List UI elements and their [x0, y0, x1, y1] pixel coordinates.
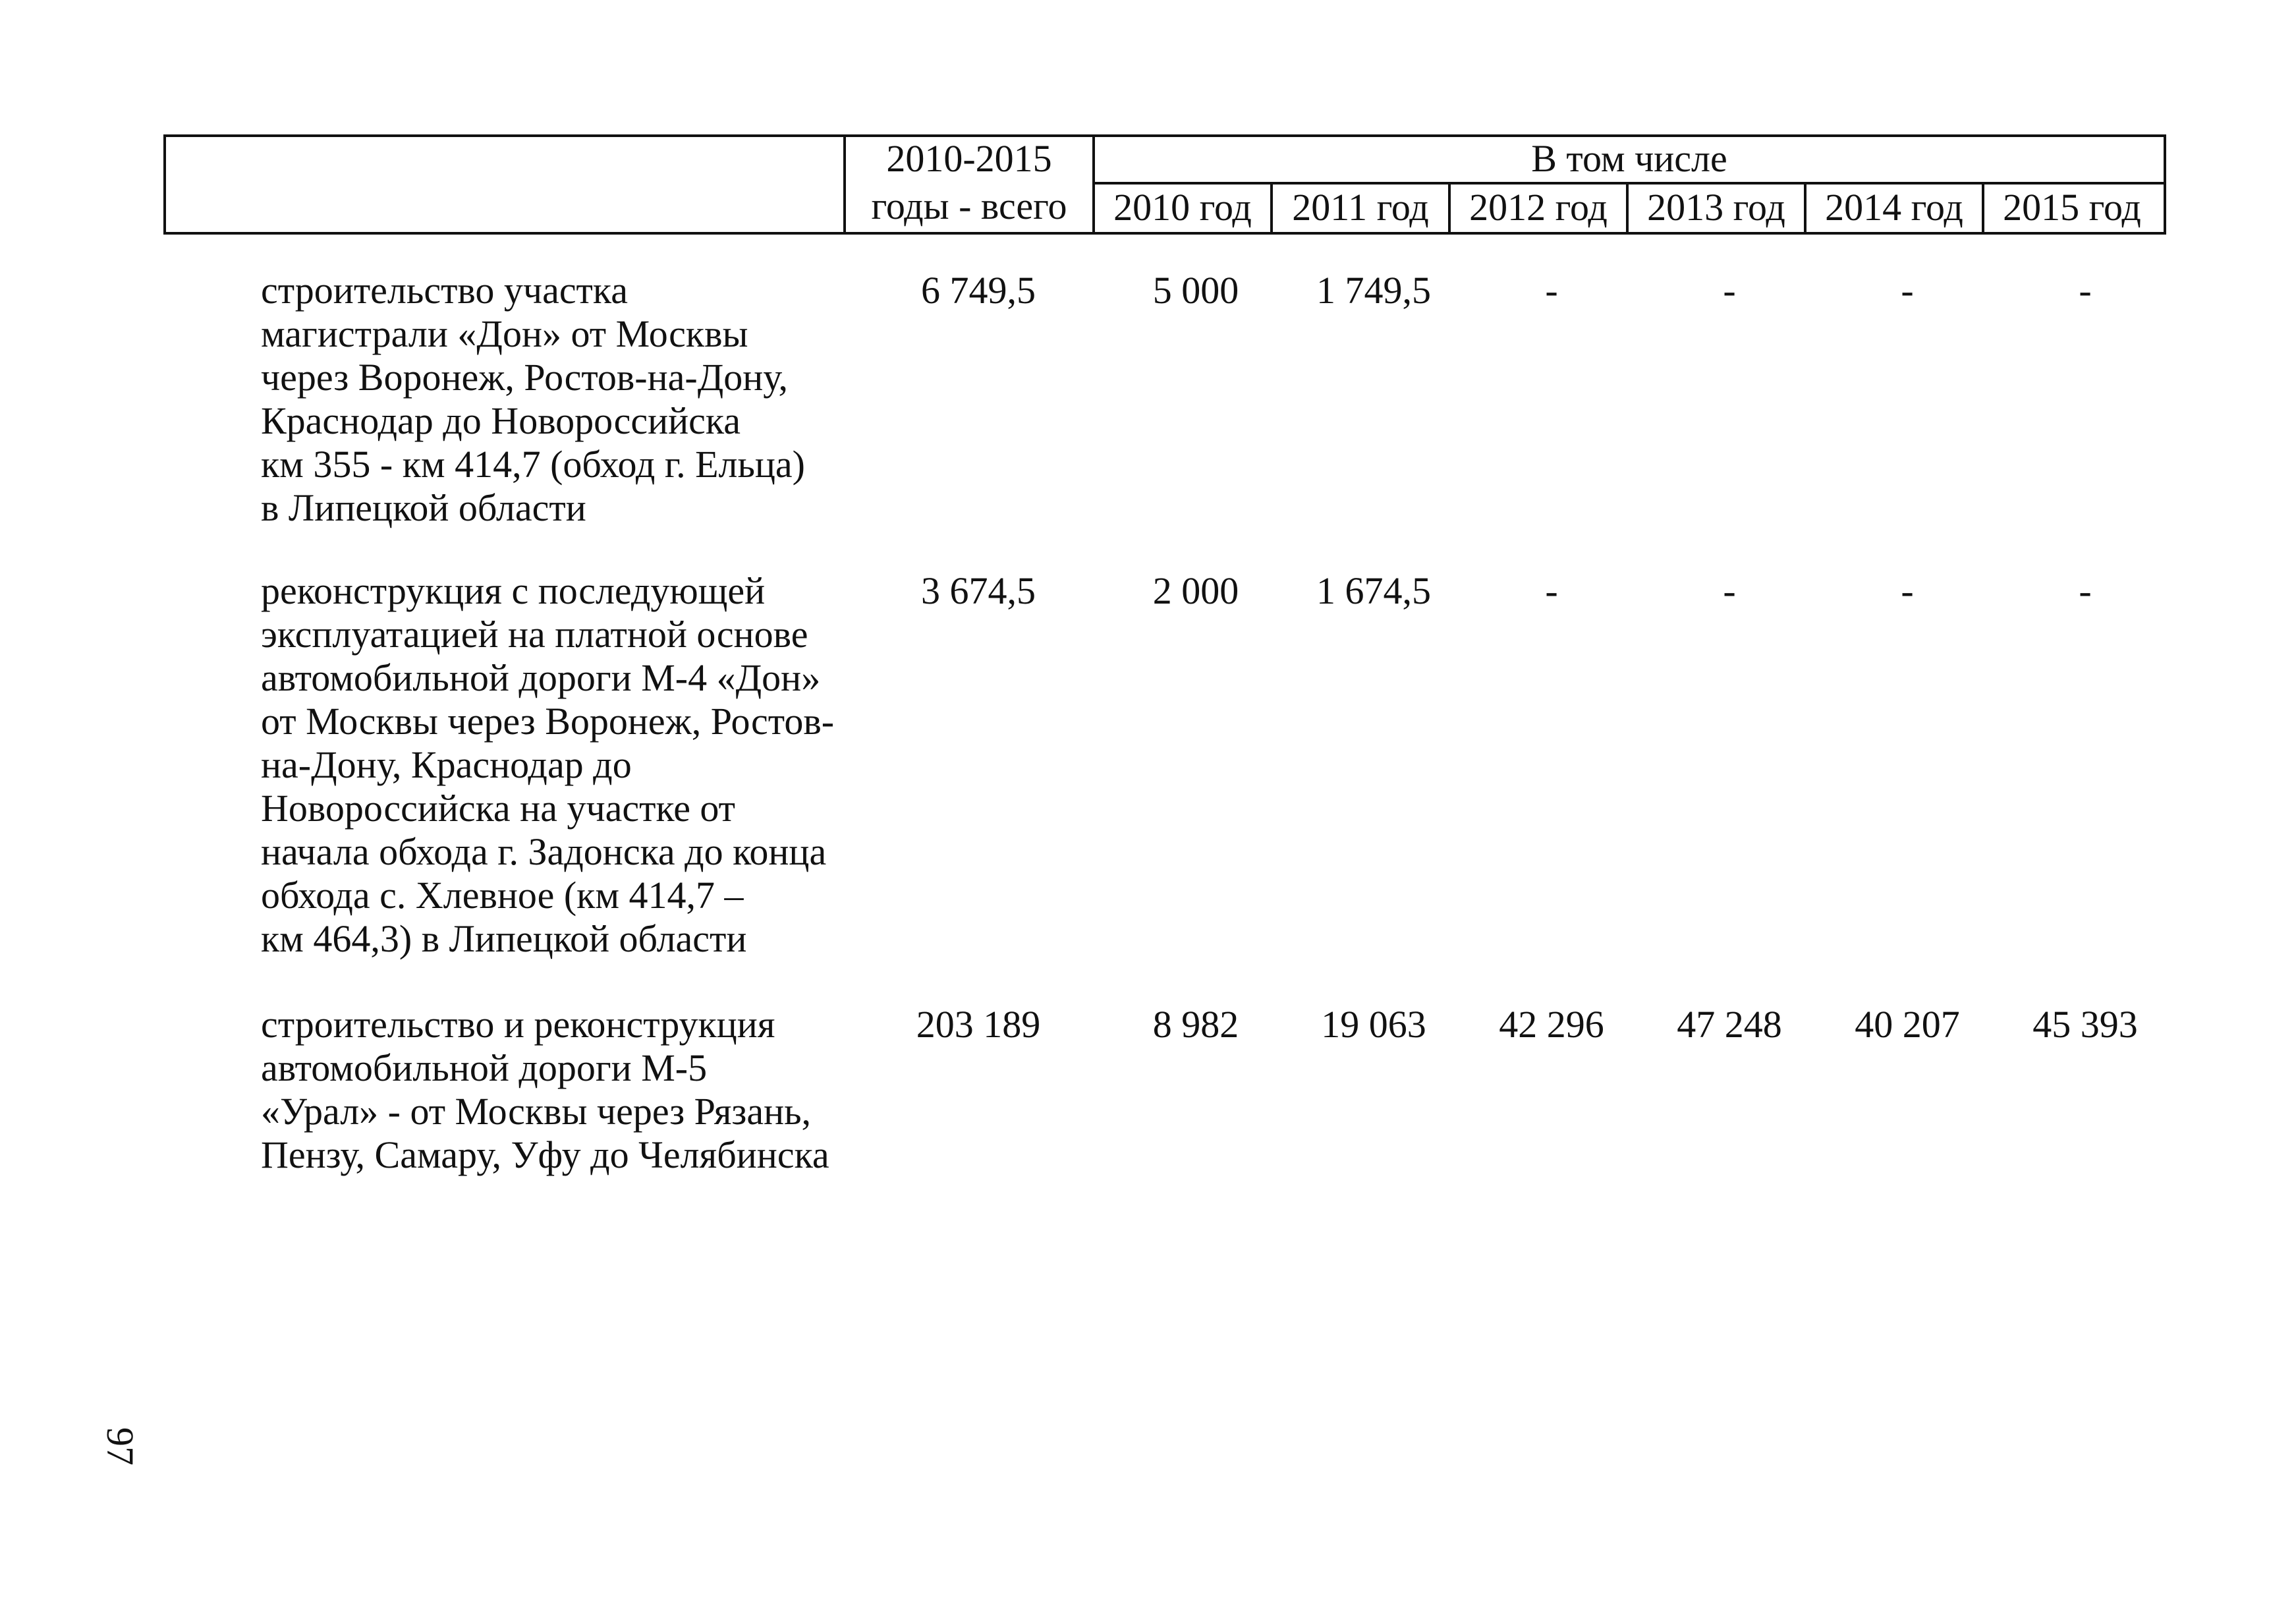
row-value-2011: 19 063: [1321, 1003, 1426, 1046]
header-year-2010: 2010 год: [1113, 186, 1252, 229]
row-value-2011: 1 749,5: [1316, 269, 1431, 312]
header-total-line2: годы - всего: [871, 185, 1067, 227]
header-year-2012: 2012 год: [1469, 186, 1608, 229]
row-value-2011: 1 674,5: [1316, 569, 1431, 612]
row-total: 3 674,5: [921, 569, 1036, 612]
row-value-2014: -: [1901, 569, 1914, 612]
header-divider: [1092, 182, 2164, 185]
table-header: [163, 134, 2166, 235]
row-value-2013: -: [1723, 569, 1736, 612]
row-value-2014: 40 207: [1855, 1003, 1960, 1046]
page-number: 97: [99, 1427, 142, 1465]
row-value-2015: -: [2079, 569, 2092, 612]
header-including: В том числе: [1531, 137, 1727, 180]
row-label: строительство и реконструкция автомобильной дороги М-5 «Урал» - от Москвы через Рязань, Пензу, Самару, Уфу до Челябинска: [261, 1003, 829, 1176]
row-value-2012: -: [1545, 269, 1558, 312]
row-label: строительство участка магистрали «Дон» от Москвы через Воронеж, Ростов-на-Дону, Краснодар до Новороссийска км 355 - км 414,7 (обход г. Ельца) в Липецкой области: [261, 269, 805, 529]
row-value-2015: -: [2079, 269, 2092, 312]
header-year-2014: 2014 год: [1825, 186, 1963, 229]
header-year-2015: 2015 год: [2003, 186, 2141, 229]
row-value-2013: 47 248: [1677, 1003, 1782, 1046]
row-value-2014: -: [1901, 269, 1914, 312]
row-value-2015: 45 393: [2032, 1003, 2138, 1046]
row-value-2010: 2 000: [1152, 569, 1239, 612]
row-value-2012: -: [1545, 569, 1558, 612]
row-total: 203 189: [916, 1003, 1041, 1046]
row-total: 6 749,5: [921, 269, 1036, 312]
header-total-line1: 2010-2015: [886, 137, 1052, 180]
header-year-2011: 2011 год: [1292, 186, 1429, 229]
row-value-2013: -: [1723, 269, 1736, 312]
row-value-2010: 8 982: [1152, 1003, 1239, 1046]
row-value-2012: 42 296: [1499, 1003, 1604, 1046]
row-value-2010: 5 000: [1152, 269, 1239, 312]
header-year-2013: 2013 год: [1647, 186, 1785, 229]
row-label: реконструкция с последующей эксплуатацией на платной основе автомобильной дороги М-4 «Дон» от Москвы через Воронеж, Ростов- на-Дону, Краснодар до Новороссийска на участке от начала обхода г. Задонска до конца обхода с. Хлевное (км 414,7 – км 464,3) в Липецкой области: [261, 569, 835, 960]
